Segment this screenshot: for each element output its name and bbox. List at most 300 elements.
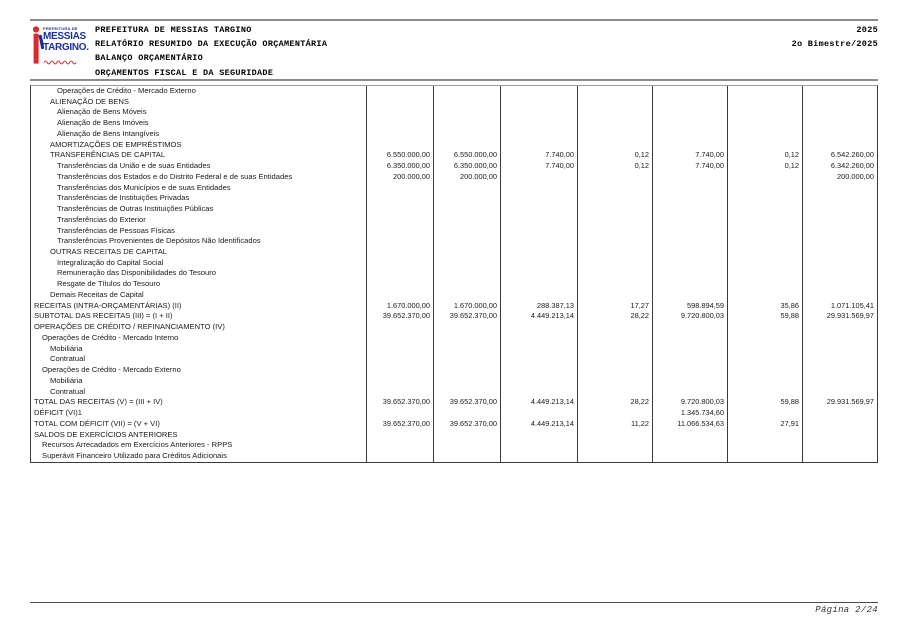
row-value — [728, 107, 803, 118]
row-value — [434, 215, 501, 226]
row-value — [728, 97, 803, 108]
row-value — [434, 140, 501, 151]
row-value — [653, 140, 728, 151]
row-value — [434, 247, 501, 258]
row-value — [578, 344, 653, 355]
row-value — [367, 107, 434, 118]
report-subtitle: BALANÇO ORÇAMENTÁRIO — [95, 53, 204, 64]
row-value — [653, 204, 728, 215]
row-value — [803, 129, 877, 140]
row-value — [501, 365, 578, 376]
row-value — [501, 354, 578, 365]
row-value — [803, 451, 877, 462]
row-value — [367, 365, 434, 376]
row-value: 29.931.569,97 — [826, 311, 874, 321]
row-value — [501, 451, 578, 462]
row-value — [653, 451, 728, 462]
row-label: Resgate de Títulos do Tesouro — [31, 279, 367, 290]
table-row — [31, 247, 877, 258]
row-value — [728, 183, 803, 194]
row-label: Operações de Crédito - Mercado Interno — [31, 333, 367, 344]
row-value — [728, 118, 803, 129]
row-value — [434, 430, 501, 441]
row-value — [367, 118, 434, 129]
row-value — [367, 215, 434, 226]
row-value — [578, 247, 653, 258]
row-value: 7.740,00 — [653, 161, 728, 172]
row-value: 1.670.000,00 — [367, 301, 434, 312]
row-value — [728, 365, 803, 376]
row-value — [728, 226, 803, 237]
row-value — [501, 226, 578, 237]
row-value: 200.000,00 — [434, 172, 501, 183]
row-value: 28,22 — [578, 311, 653, 322]
row-value — [728, 172, 803, 183]
row-value — [434, 344, 501, 355]
row-value — [367, 430, 434, 441]
row-value — [578, 322, 653, 333]
row-value — [434, 408, 501, 419]
row-value — [578, 365, 653, 376]
row-value — [501, 107, 578, 118]
row-value — [578, 172, 653, 183]
row-value — [728, 408, 803, 419]
row-value — [501, 440, 578, 451]
row-value — [803, 419, 877, 430]
row-value — [728, 236, 803, 247]
table-row — [31, 140, 877, 151]
row-value — [367, 183, 434, 194]
row-value — [728, 129, 803, 140]
row-value — [803, 354, 877, 365]
row-value — [578, 408, 653, 419]
row-value — [653, 193, 728, 204]
row-label: Transferências de Pessoas Físicas — [31, 226, 367, 237]
row-label: Superávit Financeiro Utilizado para Créditos Adicionais — [31, 451, 367, 462]
row-value — [578, 387, 653, 398]
row-value — [728, 215, 803, 226]
row-value — [728, 387, 803, 398]
row-value — [803, 430, 877, 441]
row-value — [803, 258, 877, 269]
table-row — [31, 376, 877, 387]
row-label: TOTAL COM DÉFICIT (VII) = (V + VI) — [31, 419, 367, 430]
row-label: Contratual — [31, 387, 367, 398]
row-label: Alienação de Bens Intangíveis — [31, 129, 367, 140]
row-label: Transferências dos Municípios e de suas Entidades — [31, 183, 367, 194]
row-value: 28,22 — [578, 397, 653, 408]
row-value: 6.550.000,00 — [434, 150, 501, 161]
row-value — [367, 354, 434, 365]
report-bimester: 2o Bimestre/2025 — [791, 39, 878, 50]
row-value: 27,91 — [728, 419, 803, 430]
row-value — [367, 258, 434, 269]
row-label: TRANSFERÊNCIAS DE CAPITAL — [31, 150, 367, 161]
row-value — [501, 279, 578, 290]
table-row — [31, 408, 877, 419]
row-value — [653, 247, 728, 258]
table-row — [31, 451, 877, 462]
row-value — [653, 268, 728, 279]
row-value — [367, 322, 434, 333]
row-value: 35,86 — [728, 301, 803, 312]
row-value: 0,12 — [578, 150, 653, 161]
row-value — [501, 215, 578, 226]
row-value: 0,12 — [728, 161, 803, 172]
row-value — [434, 183, 501, 194]
table-row — [31, 215, 877, 226]
row-value — [367, 97, 434, 108]
table-row — [31, 118, 877, 129]
row-value — [803, 118, 877, 129]
municipality-logo — [30, 24, 90, 76]
row-value: 39.652.370,00 — [434, 419, 501, 430]
table-row — [31, 193, 877, 204]
logo-prefeitura-label: PREFEITURA DE — [43, 26, 78, 31]
row-value — [578, 204, 653, 215]
row-value — [578, 215, 653, 226]
row-value — [728, 258, 803, 269]
table-row — [31, 150, 877, 161]
row-value — [501, 193, 578, 204]
row-value — [578, 279, 653, 290]
table-row — [31, 419, 877, 430]
row-value — [578, 430, 653, 441]
row-value — [578, 183, 653, 194]
row-value — [367, 129, 434, 140]
row-label: Alienação de Bens Móveis — [31, 107, 367, 118]
row-value — [653, 279, 728, 290]
table-row — [31, 172, 877, 183]
table-row — [31, 333, 877, 344]
row-value: 7.740,00 — [501, 161, 578, 172]
report-scope: ORÇAMENTOS FISCAL E DA SEGURIDADE — [95, 67, 274, 78]
row-value: 11,22 — [578, 419, 653, 430]
row-value: 6.350.000,00 — [367, 161, 434, 172]
row-value — [728, 268, 803, 279]
row-value — [578, 236, 653, 247]
logo-m-mark-icon — [30, 25, 44, 71]
row-label: OUTRAS RECEITAS DE CAPITAL — [31, 247, 367, 258]
row-value — [803, 183, 877, 194]
row-value: 39.652.370,00 — [434, 311, 501, 322]
table-row — [31, 440, 877, 451]
row-value — [434, 333, 501, 344]
table-row — [31, 97, 877, 108]
row-value — [578, 86, 653, 97]
row-value — [653, 183, 728, 194]
row-value: 6.542.260,00 — [830, 150, 874, 160]
row-value: 59,88 — [728, 311, 803, 322]
row-value — [803, 387, 877, 398]
row-value: 7.740,00 — [653, 150, 728, 161]
row-value — [653, 430, 728, 441]
header-top-rule — [30, 19, 878, 21]
row-value: 1.345.734,60 — [653, 408, 728, 419]
row-value: 6.550.000,00 — [367, 150, 434, 161]
row-value — [803, 376, 877, 387]
row-value — [803, 333, 877, 344]
row-value: 200.000,00 — [837, 171, 874, 181]
logo-name-line2: TARGINO. — [43, 42, 89, 53]
row-value — [803, 247, 877, 258]
row-value — [653, 322, 728, 333]
row-value: 598.894,59 — [653, 301, 728, 312]
table-row — [31, 365, 877, 376]
row-value — [728, 333, 803, 344]
row-label: Remuneração das Disponibilidades do Tesouro — [31, 268, 367, 279]
row-value — [728, 247, 803, 258]
row-value — [653, 215, 728, 226]
row-value — [803, 226, 877, 237]
row-value — [728, 140, 803, 151]
row-value — [501, 258, 578, 269]
row-label: Transferências da União e de suas Entidades — [31, 161, 367, 172]
row-value — [434, 226, 501, 237]
row-value — [501, 290, 578, 301]
row-value — [728, 86, 803, 97]
row-value — [803, 344, 877, 355]
row-value — [434, 204, 501, 215]
table-row — [31, 387, 877, 398]
row-value — [653, 365, 728, 376]
row-value — [434, 451, 501, 462]
row-value — [653, 226, 728, 237]
row-value — [501, 322, 578, 333]
row-value: 288.387,13 — [501, 301, 578, 312]
row-label: Recursos Arrecadados em Exercícios Anteriores - RPPS — [31, 440, 367, 451]
row-value — [578, 258, 653, 269]
row-value: 29.931.569,97 — [826, 397, 874, 407]
row-value: 1.071.105,41 — [830, 300, 874, 310]
row-value — [434, 440, 501, 451]
row-label: Transferências do Exterior — [31, 215, 367, 226]
row-value — [501, 376, 578, 387]
row-value — [653, 440, 728, 451]
row-value — [434, 387, 501, 398]
row-value — [653, 387, 728, 398]
row-value — [501, 140, 578, 151]
row-value — [434, 290, 501, 301]
row-value — [434, 118, 501, 129]
row-value — [501, 86, 578, 97]
row-value — [653, 258, 728, 269]
report-year: 2025 — [856, 25, 878, 35]
logo-name-line1: MESSIAS — [43, 31, 86, 42]
row-value — [653, 236, 728, 247]
row-value — [367, 344, 434, 355]
row-value: 39.652.370,00 — [367, 311, 434, 322]
row-value — [653, 333, 728, 344]
row-value — [653, 172, 728, 183]
row-value — [367, 387, 434, 398]
row-value — [434, 97, 501, 108]
report-header — [95, 23, 327, 80]
row-value — [434, 193, 501, 204]
table-row — [31, 204, 877, 215]
table-row — [31, 129, 877, 140]
header-bottom-rule — [30, 79, 878, 81]
row-value: 39.652.370,00 — [367, 397, 434, 408]
row-value — [367, 204, 434, 215]
row-value — [501, 129, 578, 140]
row-value — [367, 376, 434, 387]
row-value — [434, 107, 501, 118]
row-value — [501, 344, 578, 355]
row-value: 4.449.213,14 — [501, 419, 578, 430]
row-value: 6.342.260,00 — [830, 161, 874, 171]
row-value — [803, 193, 877, 204]
row-value — [501, 204, 578, 215]
row-value — [367, 226, 434, 237]
row-value — [367, 140, 434, 151]
table-row — [31, 311, 877, 322]
row-value — [501, 430, 578, 441]
row-value — [501, 408, 578, 419]
row-label: Contratual — [31, 354, 367, 365]
row-value — [803, 279, 877, 290]
row-value — [578, 451, 653, 462]
row-value — [803, 140, 877, 151]
table-row — [31, 258, 877, 269]
row-value — [501, 118, 578, 129]
row-label: OPERAÇÕES DE CRÉDITO / REFINANCIAMENTO (IV) — [31, 322, 367, 333]
row-value — [653, 344, 728, 355]
row-label: Alienação de Bens Imóveis — [31, 118, 367, 129]
row-value — [501, 97, 578, 108]
row-value — [803, 97, 877, 108]
row-value — [578, 226, 653, 237]
row-label: Demais Receitas de Capital — [31, 290, 367, 301]
row-value — [367, 279, 434, 290]
table-row — [31, 322, 877, 333]
row-value — [578, 376, 653, 387]
row-label: DÉFICIT (VI)1 — [31, 408, 367, 419]
row-value — [578, 268, 653, 279]
row-value: 11.066.534,63 — [653, 419, 728, 430]
row-value: 59,88 — [728, 397, 803, 408]
row-value — [578, 140, 653, 151]
row-value — [434, 354, 501, 365]
table-row — [31, 183, 877, 194]
row-label: Integralização do Capital Social — [31, 258, 367, 269]
row-value — [578, 107, 653, 118]
row-value — [803, 107, 877, 118]
row-value — [501, 236, 578, 247]
row-value — [728, 290, 803, 301]
table-row — [31, 279, 877, 290]
row-value — [501, 247, 578, 258]
row-value: 39.652.370,00 — [367, 419, 434, 430]
row-value: 6.350.000,00 — [434, 161, 501, 172]
row-value — [728, 279, 803, 290]
row-value — [728, 376, 803, 387]
row-value — [653, 107, 728, 118]
row-label: AMORTIZAÇÕES DE EMPRÉSTIMOS — [31, 140, 367, 151]
row-label: Transferências de Outras Instituições Públicas — [31, 204, 367, 215]
row-value — [367, 236, 434, 247]
row-value — [434, 258, 501, 269]
row-value — [434, 279, 501, 290]
row-value — [803, 322, 877, 333]
row-value — [578, 97, 653, 108]
row-value — [803, 215, 877, 226]
table-row — [31, 236, 877, 247]
row-value: 0,12 — [578, 161, 653, 172]
page-number: Página 2/24 — [815, 605, 878, 615]
table-row — [31, 344, 877, 355]
row-label: Operações de Crédito - Mercado Externo — [31, 365, 367, 376]
row-value: 4.449.213,14 — [501, 397, 578, 408]
row-value: 17,27 — [578, 301, 653, 312]
row-value — [803, 86, 877, 97]
row-label: TOTAL DAS RECEITAS (V) = (III + IV) — [31, 397, 367, 408]
row-label: Transferências dos Estados e do Distrito Federal e de suas Entidades — [31, 172, 367, 183]
row-value — [367, 333, 434, 344]
row-value: 1.670.000,00 — [434, 301, 501, 312]
logo-tagline-script — [43, 58, 81, 65]
row-value — [501, 172, 578, 183]
row-value: 7.740,00 — [501, 150, 578, 161]
row-value — [578, 118, 653, 129]
row-value: 0,12 — [728, 150, 803, 161]
entity-name: PREFEITURA DE MESSIAS TARGINO — [95, 25, 252, 35]
row-value — [803, 440, 877, 451]
row-label: SALDOS DE EXERCÍCIOS ANTERIORES — [31, 430, 367, 441]
table-row — [31, 301, 877, 312]
row-label: Operações de Crédito - Mercado Externo — [31, 86, 367, 97]
row-value — [653, 97, 728, 108]
row-label: Transferências de Instituições Privadas — [31, 193, 367, 204]
row-value — [367, 440, 434, 451]
row-value — [578, 193, 653, 204]
row-value — [653, 129, 728, 140]
row-value — [501, 333, 578, 344]
footer-rule — [30, 602, 878, 603]
row-value — [367, 408, 434, 419]
row-value — [434, 365, 501, 376]
table-row — [31, 107, 877, 118]
row-value — [803, 268, 877, 279]
report-title: RELATÓRIO RESUMIDO DA EXECUÇÃO ORÇAMENTÁRIA — [95, 39, 328, 50]
row-value — [501, 268, 578, 279]
table-row — [31, 226, 877, 237]
row-label: Mobiliária — [31, 376, 367, 387]
row-label: ALIENAÇÃO DE BENS — [31, 97, 367, 108]
row-value — [578, 129, 653, 140]
logo-text — [43, 27, 89, 69]
row-value — [367, 86, 434, 97]
table-row — [31, 161, 877, 172]
row-value — [653, 86, 728, 97]
row-value — [578, 333, 653, 344]
report-period-block — [792, 23, 878, 51]
row-value — [728, 344, 803, 355]
row-value — [501, 387, 578, 398]
row-value — [728, 204, 803, 215]
row-label: SUBTOTAL DAS RECEITAS (III) = (I + II) — [31, 311, 367, 322]
row-value: 200.000,00 — [367, 172, 434, 183]
row-value: 9.720.800,03 — [653, 311, 728, 322]
table-row — [31, 290, 877, 301]
table-row — [31, 397, 877, 408]
row-value — [653, 118, 728, 129]
row-value — [501, 183, 578, 194]
row-value — [434, 376, 501, 387]
row-value — [728, 193, 803, 204]
row-value — [434, 236, 501, 247]
row-value — [653, 290, 728, 301]
